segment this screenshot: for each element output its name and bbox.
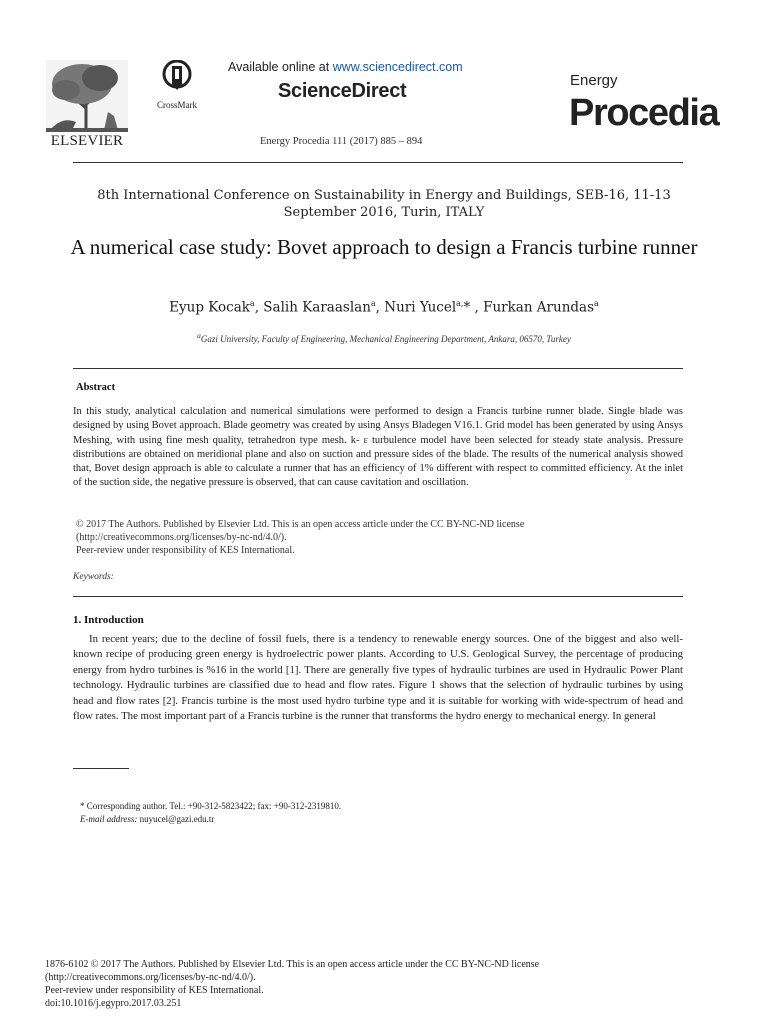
license-notice (76, 518, 676, 557)
author-separator: , (254, 299, 264, 316)
keywords-label: Keywords: (73, 572, 114, 582)
license-line: © 2017 The Authors. Published by Elsevier Ltd. This is an open access article under the CC BY-NC-ND license (76, 519, 525, 530)
license-link[interactable]: (http://creativecommons.org/licenses/by-nc-nd/4.0/). (76, 532, 287, 543)
affiliation-text: Gazi University, Faculty of Engineering, Mechanical Engineering Department, Ankara, 06570, Turkey (200, 334, 571, 344)
affiliation (60, 331, 708, 344)
sciencedirect-link[interactable]: www.sciencedirect.com (332, 60, 463, 74)
author-separator: * , (463, 299, 484, 316)
author-affil-mark: a, (456, 299, 464, 308)
abstract-top-rule (73, 368, 683, 369)
affiliation-mark: a (197, 331, 201, 340)
footer-peer-review: Peer-review under responsibility of KES International. (45, 985, 264, 996)
crossmark-badge[interactable] (150, 60, 204, 110)
journal-reference: Energy Procedia 111 (2017) 885 – 894 (260, 136, 423, 147)
author-name: Eyup Kocak (169, 299, 250, 316)
email-label: E-mail address: (80, 814, 138, 824)
footnote (80, 800, 341, 826)
abstract-body: In this study, analytical calculation and numerical simulations were performed to design a Francis turbine runner blade. Single blade was designed by using Bovet approach. Blade geometry was created by using Ansys Bladegen V16.1. Grid model has been generated by using Ansys Meshing, with using fine mesh quality, tetrahedron type mesh. k- ε turbulence model have been selected for steady state analysis. Pressure distributions are obtained on meridional plane and also on suction and pressure sides of the blade. The results of the numerical analysis showed that, Bovet design approach is able to calculate a runner that has an efficiency of 1% different with respect to committed efficiency. At the inlet of the suction side, the negative pressure is observed, that can cause cavitation and oscillation. (73, 406, 683, 489)
header-divider (73, 162, 683, 163)
abstract-heading: Abstract (76, 382, 116, 393)
author-list (60, 299, 708, 316)
footer-license-link[interactable]: (http://creativecommons.org/licenses/by-nc-nd/4.0/). (45, 972, 256, 983)
conference-line: 8th International Conference on Sustainability in Energy and Buildings, SEB-16, 11-13 September 2016, Turin, ITALY (97, 188, 671, 220)
publisher-name: ELSEVIER (50, 133, 124, 149)
journal-logo-small: Energy (570, 72, 618, 89)
crossmark-icon (162, 60, 192, 94)
crossmark-label: CrossMark (157, 100, 197, 110)
author-affil-mark: a (249, 299, 255, 308)
footnote-rule (73, 768, 129, 769)
available-online-line (228, 60, 463, 74)
sciencedirect-brand: ScienceDirect (278, 80, 407, 102)
corresponding-author: * Corresponding author. Tel.: +90-312-5823422; fax: +90-312-2319810. (80, 801, 342, 811)
peer-review-line: Peer-review under responsibility of KES International. (76, 545, 295, 556)
footer-legal (45, 958, 685, 1010)
email-address[interactable]: nuyucel@gazi.edu.tr (139, 814, 215, 824)
abstract-bottom-rule (73, 596, 683, 597)
author-affil-mark: a (370, 299, 376, 308)
doi-line[interactable]: doi:10.1016/j.egypro.2017.03.251 (45, 998, 182, 1009)
issn-license-line: 1876-6102 © 2017 The Authors. Published by Elsevier Ltd. This is an open access article under the CC BY-NC-ND license (45, 959, 540, 970)
available-prefix: Available online at (228, 60, 333, 74)
author-name: Nuri Yucel (384, 299, 457, 316)
journal-logo-big: Procedia (569, 92, 719, 134)
section-body: In recent years; due to the decline of fossil fuels, there is a tendency to renewable energy sources. One of the biggest and also well-known recipe of producing green energy is hydroelectric power plants. According to U.S. Geological Survey, the percentage of producing energy from hydro turbines is %16 in the world [1]. There are generally five types of hydraulic turbines are used in Hydraulic Power Plant technology. Hydraulic turbines are classified due to head and flow rates. Figure 1 shows that the selection of hydraulic turbines by using head and flow rates [2]. Francis turbine is the most used hydro turbine type and it is suitable for working with wide-spectrum of head and flow rates. The most important part of a Francis turbine is the runner that transforms the hydro energy to mechanical energy. In general (73, 633, 683, 723)
author-name: Furkan Arundas (483, 299, 595, 316)
author-name: Salih Karaaslan (263, 299, 371, 316)
author-affil-mark: a (594, 299, 599, 308)
section-heading: 1. Introduction (73, 614, 144, 626)
author-separator: , (375, 299, 385, 316)
paper-title: A numerical case study: Bovet approach to design a Francis turbine runner (70, 235, 698, 259)
